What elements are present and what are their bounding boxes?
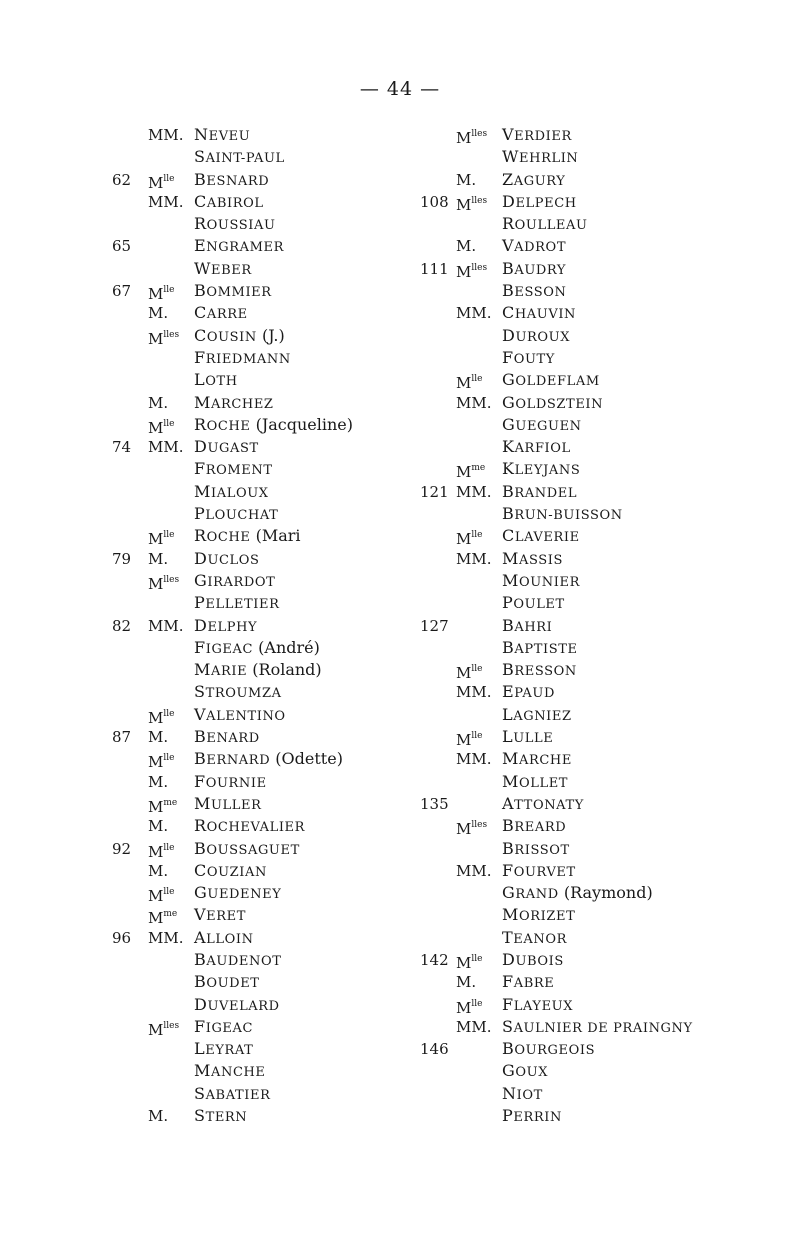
surname: CABIROL <box>194 191 264 211</box>
right-column <box>420 124 780 1127</box>
surname: BERNARD (Odette) <box>194 749 343 769</box>
list-item <box>112 904 472 926</box>
surname: SAULNIER DE PRAINGNY <box>502 1016 693 1036</box>
honorific: MM. <box>148 438 184 457</box>
list-item <box>420 169 780 191</box>
list-item <box>420 235 780 257</box>
surname: MARCHEZ <box>194 392 274 412</box>
surname: BAUDRY <box>502 258 567 278</box>
honorific-suffix: lle <box>163 530 175 541</box>
surname: GOLDSZTEIN <box>502 392 604 412</box>
surname: FABRE <box>502 972 555 992</box>
list-item <box>112 592 472 614</box>
list-item <box>112 1038 472 1060</box>
surname: BAHRI <box>502 615 553 635</box>
honorific: MM. <box>456 1017 492 1036</box>
honorific-suffix: lle <box>471 664 483 675</box>
given-name: (André) <box>253 637 320 657</box>
surname: PELLETIER <box>194 593 280 613</box>
list-item <box>420 191 780 213</box>
surname: DUGAST <box>194 437 259 457</box>
list-item <box>420 146 780 168</box>
surname: COUSIN (J.) <box>194 325 285 345</box>
surname: FIGEAC (André) <box>194 637 320 657</box>
surname: FOURVET <box>502 860 576 880</box>
honorific-suffix: lle <box>163 418 175 429</box>
honorific: MM. <box>456 750 492 769</box>
honorific: $M^{lles}$ <box>148 329 180 348</box>
honorific: MM. <box>456 393 492 412</box>
honorific: $M^{lles}$ <box>456 262 488 281</box>
surname: KLEYJANS <box>502 459 581 479</box>
entry-number: 142 <box>420 950 449 969</box>
surname: POULET <box>502 593 565 613</box>
list-item <box>420 392 780 414</box>
honorific: $M^{lle}$ <box>148 173 175 192</box>
list-item <box>420 1016 780 1038</box>
surname: ALLOIN <box>194 927 254 947</box>
list-item <box>420 615 780 637</box>
honorific: $M^{me}$ <box>148 797 178 816</box>
honorific: $M^{lle}$ <box>148 530 175 549</box>
surname: DUBOIS <box>502 949 564 969</box>
surname: FLAYEUX <box>502 994 574 1014</box>
surname: BRANDEL <box>502 481 578 501</box>
surname: DUROUX <box>502 325 571 345</box>
list-item <box>420 302 780 324</box>
surname: FROMENT <box>194 459 273 479</box>
honorific: $M^{lles}$ <box>456 195 488 214</box>
entry-number: 108 <box>420 192 449 211</box>
list-item <box>420 949 780 971</box>
surname: BAUDENOT <box>194 949 282 969</box>
surname: FRIEDMANN <box>194 347 291 367</box>
surname: ENGRAMER <box>194 236 285 256</box>
entry-number: 127 <box>420 616 449 635</box>
surname: CHAUVIN <box>502 303 577 323</box>
list-item <box>420 570 780 592</box>
honorific: MM. <box>148 126 184 144</box>
surname: BENARD <box>194 727 260 747</box>
surname: LEYRAT <box>194 1039 254 1059</box>
honorific: M. <box>456 973 477 992</box>
honorific: $M^{lles}$ <box>456 820 488 839</box>
surname: VERET <box>194 905 246 925</box>
list-item <box>420 704 780 726</box>
honorific: M. <box>456 237 477 256</box>
list-item <box>420 369 780 391</box>
list-item <box>420 815 780 837</box>
honorific: $M^{lle}$ <box>148 842 175 861</box>
honorific-suffix: lle <box>471 374 483 385</box>
list-item <box>112 971 472 993</box>
honorific: $M^{lle}$ <box>148 285 175 304</box>
entry-number: 146 <box>420 1040 449 1059</box>
surname: CLAVERIE <box>502 526 580 546</box>
surname: DUVELARD <box>194 994 280 1014</box>
list-item <box>112 169 472 191</box>
surname: GOLDEFLAM <box>502 370 600 390</box>
list-item <box>112 548 472 570</box>
list-item <box>112 458 472 480</box>
list-item <box>420 637 780 659</box>
given-name: (Mari <box>250 526 301 546</box>
entry-number: 65 <box>112 237 132 256</box>
list-item <box>420 525 780 547</box>
surname: FOURNIE <box>194 771 267 791</box>
honorific: $M^{me}$ <box>148 909 178 928</box>
list-item <box>112 860 472 882</box>
entry-number: 87 <box>112 728 132 747</box>
given-name: (Raymond) <box>558 883 653 903</box>
list-item <box>112 771 472 793</box>
surname: PERRIN <box>502 1106 562 1126</box>
entry-number: 96 <box>112 928 132 947</box>
list-item <box>420 860 780 882</box>
surname: BESSON <box>502 281 567 301</box>
surname: ROCHE (Jacqueline) <box>194 414 354 434</box>
surname: CARRE <box>194 303 248 323</box>
surname: MASSIS <box>502 548 563 568</box>
list-item <box>420 213 780 235</box>
surname: GRAND (Raymond) <box>502 883 653 903</box>
surname: ROCHE (Mari <box>194 526 301 546</box>
honorific-suffix: lle <box>163 887 175 898</box>
surname: FIGEAC <box>194 1016 254 1036</box>
list-item <box>420 592 780 614</box>
list-item <box>112 369 472 391</box>
surname: BESNARD <box>194 169 270 189</box>
surname: MARCHE <box>502 749 572 769</box>
list-item <box>420 347 780 369</box>
list-item <box>420 436 780 458</box>
list-item <box>112 704 472 726</box>
list-item <box>420 771 780 793</box>
honorific: $M^{lle}$ <box>456 998 483 1017</box>
list-item <box>112 882 472 904</box>
entry-number: 82 <box>112 616 132 635</box>
honorific: MM. <box>148 192 184 211</box>
list-item <box>112 659 472 681</box>
list-item <box>112 1060 472 1082</box>
surname: ROULLEAU <box>502 214 588 234</box>
surname: COUZIAN <box>194 860 267 880</box>
given-name: (Jacqueline) <box>250 414 354 434</box>
surname: ROCHEVALIER <box>194 816 306 836</box>
list-item <box>112 793 472 815</box>
honorific-suffix: lle <box>163 708 175 719</box>
surname: DELPHY <box>194 615 258 635</box>
honorific: MM. <box>148 616 184 635</box>
surname: MORIZET <box>502 905 576 925</box>
honorific: MM. <box>148 928 184 947</box>
surname: BREARD <box>502 816 567 836</box>
list-item <box>112 949 472 971</box>
surname: GOUX <box>502 1061 549 1081</box>
list-item <box>112 525 472 547</box>
honorific: M. <box>148 772 169 791</box>
surname: BAPTISTE <box>502 637 578 657</box>
surname: BRESSON <box>502 660 577 680</box>
entry-number: 62 <box>112 170 132 189</box>
list-item <box>420 1083 780 1105</box>
list-item <box>420 838 780 860</box>
surname: VERDIER <box>502 125 572 144</box>
list-item <box>112 637 472 659</box>
surname: BOURGEOIS <box>502 1039 596 1059</box>
list-item <box>420 1038 780 1060</box>
honorific: MM. <box>456 861 492 880</box>
surname: DELPECH <box>502 191 577 211</box>
list-item <box>420 748 780 770</box>
honorific: MM. <box>456 304 492 323</box>
honorific-suffix: me <box>163 909 178 920</box>
surname: NEVEU <box>194 125 251 144</box>
list-item <box>112 414 472 436</box>
list-item <box>420 1060 780 1082</box>
entry-number: 74 <box>112 438 132 457</box>
honorific-suffix: lle <box>163 285 175 296</box>
entry-number: 92 <box>112 839 132 858</box>
honorific-suffix: lles <box>471 262 488 273</box>
surname: BOMMIER <box>194 281 272 301</box>
list-item <box>420 258 780 280</box>
list-item <box>112 726 472 748</box>
surname: GUEDENEY <box>194 883 282 903</box>
entry-number: 79 <box>112 549 132 568</box>
honorific: $M^{lle}$ <box>148 418 175 437</box>
honorific-suffix: lles <box>471 820 488 831</box>
list-item <box>420 1105 780 1127</box>
honorific-suffix: me <box>163 797 178 808</box>
surname: BOUSSAGUET <box>194 838 300 858</box>
surname: ATTONATY <box>502 793 584 813</box>
honorific-suffix: lle <box>471 731 483 742</box>
list-item <box>112 347 472 369</box>
honorific: $M^{lles}$ <box>148 574 180 593</box>
entry-number: 135 <box>420 794 449 813</box>
list-item <box>112 927 472 949</box>
surname: KARFIOL <box>502 437 571 457</box>
honorific: $M^{lle}$ <box>148 887 175 906</box>
list-item <box>420 124 780 146</box>
surname: VADROT <box>502 236 567 256</box>
surname: SABATIER <box>194 1083 271 1103</box>
list-item <box>112 213 472 235</box>
list-item <box>112 235 472 257</box>
list-item <box>112 146 472 168</box>
list-item <box>112 815 472 837</box>
honorific-suffix: lles <box>471 129 488 139</box>
honorific: $M^{lle}$ <box>148 708 175 727</box>
list-item <box>420 548 780 570</box>
surname: EPAUD <box>502 682 556 702</box>
honorific-suffix: lle <box>471 953 483 964</box>
list-item <box>112 748 472 770</box>
page-number: — 44 — <box>359 78 441 100</box>
list-item <box>112 615 472 637</box>
list-item <box>420 971 780 993</box>
list-item <box>112 503 472 525</box>
given-name: (Roland) <box>247 660 322 680</box>
honorific-suffix: me <box>471 463 486 474</box>
honorific-suffix: lle <box>163 753 175 764</box>
left-column <box>112 124 472 1127</box>
honorific: M. <box>456 170 477 189</box>
honorific: MM. <box>456 482 492 501</box>
honorific: $M^{lle}$ <box>456 374 483 393</box>
honorific-suffix: lle <box>471 530 483 541</box>
list-item <box>420 927 780 949</box>
surname: MANCHE <box>194 1061 266 1081</box>
honorific: $M^{lle}$ <box>456 953 483 972</box>
list-item <box>112 436 472 458</box>
surname: BOUDET <box>194 972 260 992</box>
list-item <box>112 280 472 302</box>
honorific: M. <box>148 304 169 323</box>
honorific: M. <box>148 817 169 836</box>
list-item <box>112 570 472 592</box>
list-item <box>420 414 780 436</box>
honorific-suffix: lles <box>163 1020 180 1031</box>
surname: VALENTINO <box>194 704 286 724</box>
surname: ROUSSIAU <box>194 214 276 234</box>
surname: STERN <box>194 1106 248 1126</box>
list-item <box>112 325 472 347</box>
surname: MIALOUX <box>194 481 269 501</box>
list-item <box>112 1105 472 1127</box>
list-item <box>420 793 780 815</box>
list-item <box>420 503 780 525</box>
list-item <box>420 681 780 703</box>
list-item <box>420 726 780 748</box>
given-name: (Odette) <box>270 749 343 769</box>
entry-number: 67 <box>112 282 132 301</box>
surname: TEANOR <box>502 927 567 947</box>
list-item <box>420 904 780 926</box>
honorific: $M^{lle}$ <box>456 664 483 683</box>
surname: GIRARDOT <box>194 570 276 590</box>
honorific: $M^{lles}$ <box>456 129 488 147</box>
list-item <box>112 191 472 213</box>
surname: MULLER <box>194 793 262 813</box>
list-item <box>420 458 780 480</box>
surname: NIOT <box>502 1083 543 1103</box>
list-item <box>420 280 780 302</box>
surname: LAGNIEZ <box>502 704 572 724</box>
surname: SAINT-PAUL <box>194 147 285 167</box>
surname: WEHRLIN <box>502 147 579 167</box>
surname: LOTH <box>194 370 238 390</box>
given-name: (J.) <box>256 325 285 345</box>
surname: LULLE <box>502 727 554 747</box>
surname: DUCLOS <box>194 548 260 568</box>
honorific-suffix: lle <box>163 842 175 853</box>
honorific: MM. <box>456 549 492 568</box>
honorific: M. <box>148 549 169 568</box>
list-item <box>112 681 472 703</box>
honorific: M. <box>148 728 169 747</box>
surname: BRUN-BUISSON <box>502 504 623 524</box>
entry-number: 111 <box>420 259 449 278</box>
list-item <box>420 882 780 904</box>
list-item <box>420 659 780 681</box>
list-item <box>112 994 472 1016</box>
surname: BRISSOT <box>502 838 570 858</box>
list-item <box>112 1016 472 1038</box>
list-item <box>112 302 472 324</box>
honorific: $M^{lles}$ <box>148 1020 180 1039</box>
honorific: $M^{lle}$ <box>148 753 175 772</box>
list-item <box>112 392 472 414</box>
list-item <box>420 481 780 503</box>
surname: STROUMZA <box>194 682 282 702</box>
surname: GUEGUEN <box>502 414 582 434</box>
honorific: M. <box>148 1107 169 1126</box>
honorific-suffix: lles <box>471 195 488 206</box>
list-item <box>112 838 472 860</box>
honorific: M. <box>148 393 169 412</box>
honorific-suffix: lle <box>163 173 175 184</box>
honorific: M. <box>148 861 169 880</box>
list-item <box>112 481 472 503</box>
honorific: $M^{lle}$ <box>456 731 483 750</box>
honorific-suffix: lles <box>163 329 180 340</box>
list-item <box>420 994 780 1016</box>
list-item <box>420 325 780 347</box>
surname: WEBER <box>194 258 252 278</box>
surname: PLOUCHAT <box>194 504 279 524</box>
surname: MOUNIER <box>502 570 580 590</box>
surname: ZAGURY <box>502 169 566 189</box>
honorific-suffix: lle <box>471 998 483 1009</box>
honorific: $M^{me}$ <box>456 463 486 482</box>
surname: FOUTY <box>502 347 555 367</box>
honorific: MM. <box>456 683 492 702</box>
list-item <box>112 124 472 146</box>
entry-number: 121 <box>420 482 449 501</box>
surname: MOLLET <box>502 771 569 791</box>
list-item <box>112 1083 472 1105</box>
surname: MARIE (Roland) <box>194 660 322 680</box>
honorific-suffix: lles <box>163 574 180 585</box>
honorific: $M^{lle}$ <box>456 530 483 549</box>
list-item <box>112 258 472 280</box>
